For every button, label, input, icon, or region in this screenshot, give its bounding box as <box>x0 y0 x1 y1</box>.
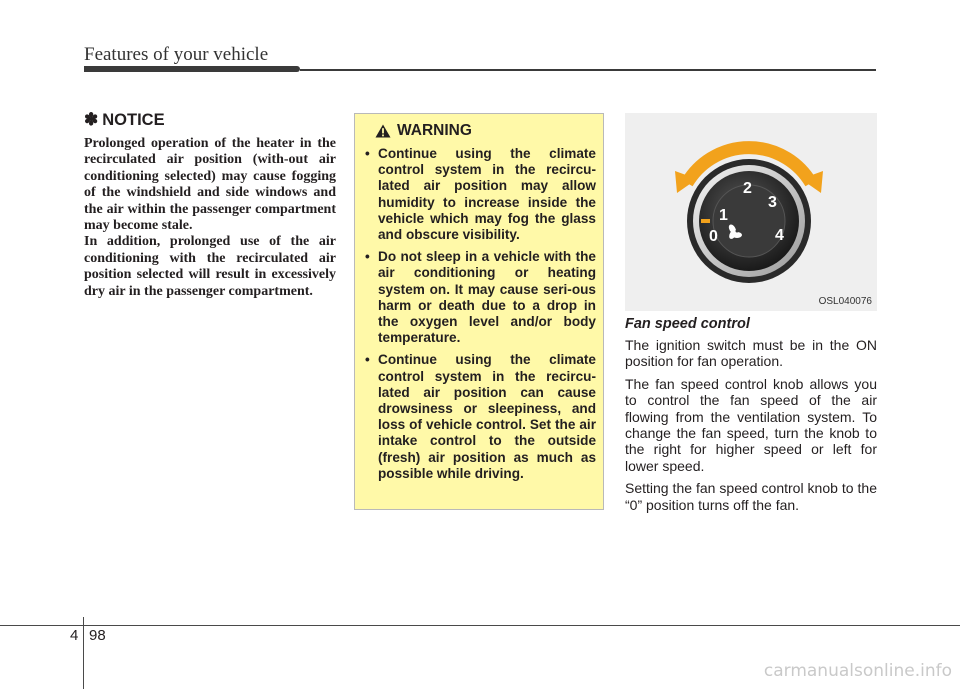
bullet: • <box>365 352 370 368</box>
figure-code: OSL040076 <box>818 296 872 307</box>
knob-label-1: 1 <box>719 207 728 224</box>
warning-item-text: Do not sleep in a vehicle with the air conditioning or heating system on. It may cause seri-ous harm or death due to a drop in the oxygen level and/or body temperature. <box>378 249 596 346</box>
warning-list <box>363 146 596 482</box>
page-number: 98 <box>89 627 106 644</box>
knob-label-2: 2 <box>743 180 752 197</box>
page-header-title: Features of your vehicle <box>84 44 269 65</box>
warning-item-text: Continue using the climate control system in the recircu-lated air position can cause drowsiness or sleepiness, and loss of vehicle control. Set the air intake control to the outside (fresh) air position as much as possible while driving. <box>378 352 596 481</box>
fan-knob-figure <box>625 113 877 311</box>
header-rule-thick <box>84 66 300 72</box>
warning-item <box>363 249 596 346</box>
fan-speed-knob-illustration <box>625 113 877 311</box>
warning-item <box>363 146 596 243</box>
fan-speed-section <box>625 316 877 519</box>
paragraph: Setting the fan speed control knob to the “0” position turns off the fan. <box>625 480 877 513</box>
warning-triangle-icon <box>375 124 391 138</box>
footer-rule <box>0 625 960 626</box>
notice-paragraph: Prolonged operation of the heater in the recirculated air position (with-out air conditioning selected) may cause fogging of the windshield and side windows and the air within the passenger compartment may become stale. <box>84 136 336 234</box>
notice-paragraph: In addition, prolonged use of the air conditioning with the recirculated air position selected will result in excessively dry air in the passenger compartment. <box>84 234 336 299</box>
knob-label-4: 4 <box>775 227 784 244</box>
knob-label-0: 0 <box>709 228 718 245</box>
notice-body <box>84 136 336 300</box>
notice-title: NOTICE <box>102 110 165 129</box>
paragraph: The fan speed control knob allows you to control the fan speed of the air flowing from the ventilation system. To change the fan speed, turn the knob to the right for higher speed or left for lower speed. <box>625 375 877 474</box>
warning-title: WARNING <box>397 122 472 139</box>
chapter-number: 4 <box>70 627 79 644</box>
knob-label-3: 3 <box>768 194 777 211</box>
section-title: Fan speed control <box>625 316 750 332</box>
notice-star-icon: ✽ <box>84 110 99 129</box>
warning-item <box>363 352 596 482</box>
warning-box <box>354 113 604 510</box>
header-rule-thin <box>300 69 876 71</box>
notice-section <box>84 110 336 300</box>
warning-item-text: Continue using the climate control system in the recircu-lated air position may allow humidity to increase inside the vehicle which may fog the glass and obscure visibility. <box>378 146 596 243</box>
watermark: carmanualsonline.info <box>763 661 952 681</box>
bullet: • <box>365 146 370 161</box>
footer-divider <box>83 617 84 689</box>
bullet: • <box>365 249 370 265</box>
paragraph: The ignition switch must be in the ON position for fan operation. <box>625 337 877 370</box>
